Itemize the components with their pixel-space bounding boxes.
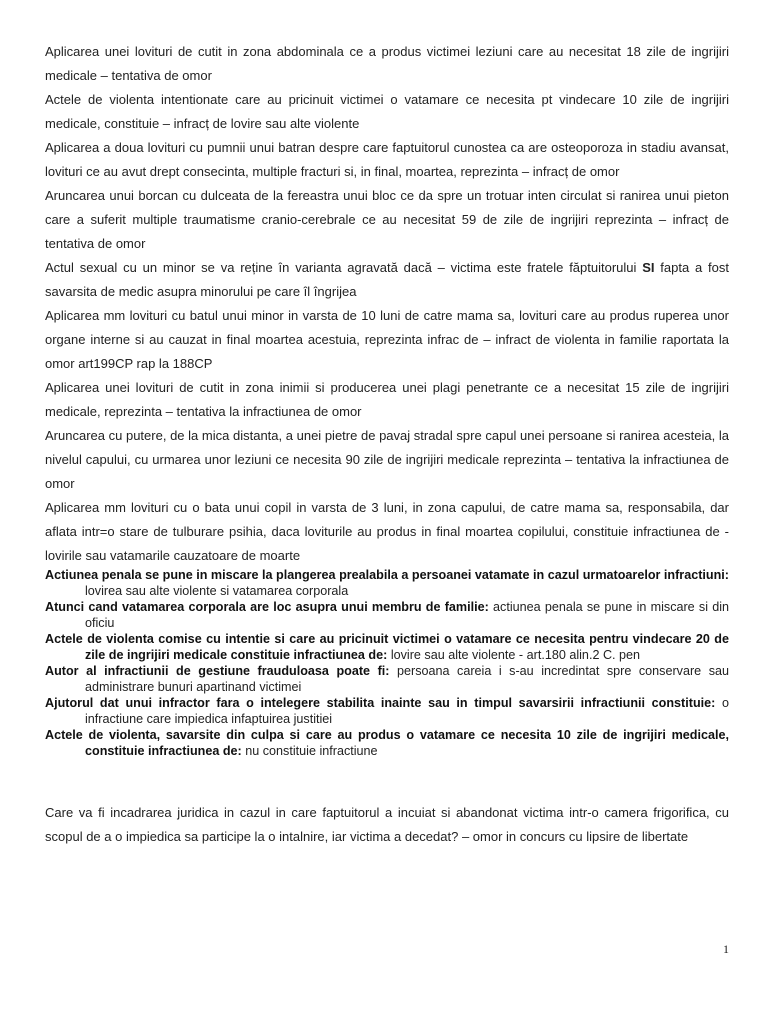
document-page — [45, 40, 729, 849]
question-item — [45, 728, 729, 759]
answer-text: lovirea sau alte violente si vatamarea corporala — [85, 583, 349, 598]
question-text: Actele de violenta comise cu intentie si care au pricinuit victimei o vatamare ce necesita pentru vindecare 20 de zile de ingrijiri medicale constituie infractiunea de: — [45, 632, 729, 662]
spacer — [45, 760, 729, 801]
question-item — [45, 600, 729, 631]
paragraph: Aplicarea mm lovituri cu batul unui minor in varsta de 10 luni de catre mama sa, lovituri care au produs ruperea unor organe interne si au cauzat in final moartea acestuia, reprezinta infrac de – infract de violenta in familie raportata la omor art199CP rap la 188CP — [45, 308, 729, 371]
paragraph-sexual-minor — [45, 256, 729, 304]
paragraph: Aplicarea unei lovituri de cutit in zona inimii si producerea unei plagi penetrante ce a necesitat 15 zile de ingrijiri medicale, reprezinta – tentativa la infractiunea de omor — [45, 380, 729, 419]
question-item — [45, 664, 729, 695]
paragraph: Aplicarea a doua lovituri cu pumnii unui batran despre care faptuitorul cunostea ca are osteoporoza in stadiu avansat, lovituri ce au avut drept consecinta, multiple fracturi si, in final, moartea, reprezinta – infracț de omor — [45, 140, 729, 179]
question-text: Actele de violenta, savarsite din culpa si care au produs o vatamare ce necesita 10 zile de ingrijiri medicale, constituie infractiunea de: — [45, 728, 729, 758]
paragraph-bold-text: SI — [642, 260, 655, 275]
question-list — [45, 568, 729, 759]
page-number: 1 — [723, 942, 729, 956]
question-text: Actiunea penala se pune in miscare la plangerea prealabila a persoanei vatamate in cazul urmatoarelor infractiuni: — [45, 568, 729, 582]
final-paragraph: Care va fi incadrarea juridica in cazul in care faptuitorul a incuiat si abandonat victima intr-o camera frigorifica, cu scopul de a o impiedica sa participe la o intalnire, iar victima a decedat? – omor in concurs cu lipsire de libertate — [45, 805, 729, 844]
paragraph-text: fapta a fost savarsita de medic asupra minorului pe care îl îngrijea — [45, 260, 729, 299]
paragraph: Aruncarea cu putere, de la mica distanta, a unei pietre de pavaj stradal spre capul unei persoane si ranirea acesteia, la nivelul capului, cu urmarea unor leziuni ce necesita 90 zile de ingrijiri medicale reprezinta – tentativa la infractiunea de omor — [45, 428, 729, 491]
question-item — [45, 632, 729, 663]
answer-text: nu constituie infractiune — [241, 743, 378, 758]
paragraph: Aplicarea mm lovituri cu o bata unui copil in varsta de 3 luni, in zona capului, de catre mama sa, responsabila, dar aflata intr=o stare de tulburare psihia, daca loviturile au produs in final moartea copilului, constituie infractiunea de - lovirile sau vatamarile cauzatoare de moarte — [45, 500, 729, 563]
answer-text: o infractiune care impiedica infaptuirea justitiei — [85, 696, 729, 726]
answer-text: actiunea penala se pune in miscare si din oficiu — [85, 600, 730, 630]
paragraph: Aplicarea unei lovituri de cutit in zona abdominala ce a produs victimei leziuni care au necesitat 18 zile de ingrijiri medicale – tentativa de omor — [45, 44, 729, 83]
question-text: Ajutorul dat unui infractor fara o intelegere stabilita inainte sau in timpul savarsirii infractiunii constituie: — [45, 696, 716, 710]
answer-text: lovire sau alte violente - art.180 alin.2 C. pen — [387, 647, 641, 662]
answer-text: persoana careia i s-au incredintat spre conservare sau administrare bunuri apartinand victimei — [85, 664, 729, 694]
paragraph: Actele de violenta intentionate care au pricinuit victimei o vatamare ce necesita pt vindecare 10 zile de ingrijiri medicale, constituie – infracț de lovire sau alte violente — [45, 92, 729, 131]
paragraph: Aruncarea unui borcan cu dulceata de la fereastra unui bloc ce da spre un trotuar inten circulat si ranirea unui pieton care a suferit multiple traumatisme cranio-cerebrale ce au necesitat 59 de zile de ingrijiri reprezinta – infracț de tentativa de omor — [45, 188, 729, 251]
question-item — [45, 568, 729, 599]
question-text: Autor al infractiunii de gestiune frauduloasa poate fi: — [45, 664, 390, 678]
question-item — [45, 696, 729, 727]
paragraph-text: Actul sexual cu un minor se va reține în varianta agravată dacă – victima este fratele făptuitorului — [45, 260, 643, 275]
question-text: Atunci cand vatamarea corporala are loc asupra unui membru de familie: — [45, 600, 489, 614]
